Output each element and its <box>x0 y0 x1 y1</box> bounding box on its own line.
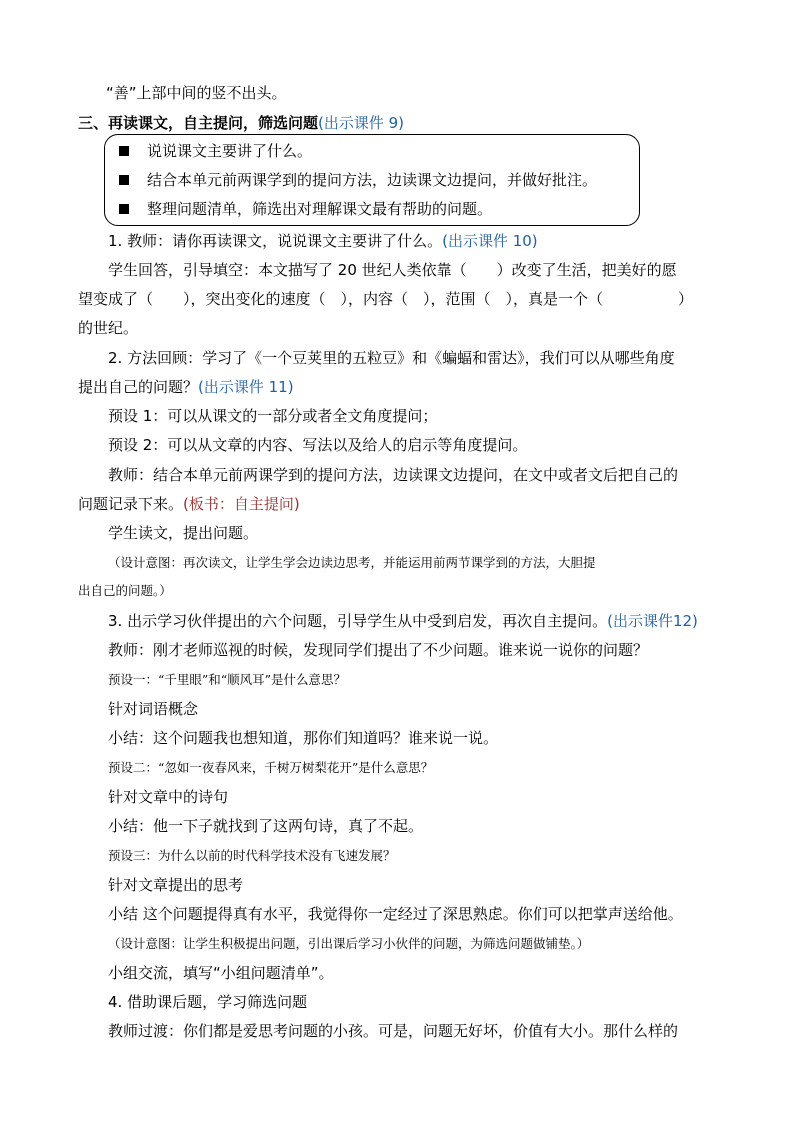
text-line: 教师：结合本单元前两课学到的提问方法，边读课文边提问，在文中或者文后把自己的 <box>108 466 679 484</box>
courseware-ref: (出示课件 9) <box>318 114 405 132</box>
text-line: 的世纪。 <box>78 319 139 337</box>
text-line <box>108 230 538 252</box>
task-box <box>104 134 640 226</box>
text-line <box>78 493 300 515</box>
design-note: （设计意图：让学生积极提出问题，引出课后学习小伙伴的问题，为筛选问题做铺垫。） <box>108 936 590 951</box>
courseware-ref: (出示课件 11) <box>198 378 294 396</box>
text-line: 小结 这个问题提得真有水平，我觉得你一定经过了深思熟虑。你们可以把掌声送给他。 <box>108 905 683 923</box>
text-line: 2. 方法回顾：学习了《一个豆荚里的五粒豆》和《蝙蝠和雷达》，我们可以从哪些角度 <box>108 349 675 367</box>
section-heading-text: 三、再读课文，自主提问，筛选问题 <box>78 114 319 132</box>
text-line: 4. 借助课后题，学习筛选问题 <box>108 993 308 1011</box>
courseware-ref: (出示课件12) <box>607 612 698 630</box>
design-note: 出自己的问题。） <box>78 583 172 598</box>
text-line: 小结：这个问题我也想知道，那你们知道吗？谁来说一说。 <box>108 729 499 747</box>
preset-line: 预设一：“千里眼”和“顺风耳”是什么意思？ <box>108 672 347 687</box>
step-text: 提出自己的问题？ <box>78 378 199 396</box>
text-line: 教师过渡：你们都是爱思考问题的小孩。可是，问题无好坏，价值有大小。那什么样的 <box>108 1022 679 1040</box>
step-text: 3. 出示学习伙伴提出的六个问题，引导学生从中受到启发，再次自主提问。 <box>108 612 608 630</box>
text-line: 教师：刚才老师巡视的时候，发现同学们提出了不少问题。谁来说一说你的问题？ <box>108 641 649 659</box>
text-line <box>108 610 698 632</box>
preset-line: 预设三：为什么以前的时代科学技术没有飞速发展？ <box>108 848 396 863</box>
text-line: “善”上部中间的竖不出头。 <box>106 84 287 102</box>
bullet-icon <box>119 175 129 185</box>
section-heading <box>78 112 404 134</box>
text-line <box>78 376 294 398</box>
text-line: 小结：他一下子就找到了这两句诗，真了不起。 <box>108 817 424 835</box>
text-line: 预设 1：可以从课文的一部分或者全文角度提问； <box>108 407 438 425</box>
design-note: （设计意图：再次读文，让学生学会边读边思考，并能运用前两节课学到的方法，大胆提 <box>108 555 596 570</box>
preset-line: 预设二：“忽如一夜春风来，千树万树梨花开”是什么意思？ <box>108 760 434 775</box>
text-line: 望变成了（ ），突出变化的速度（ ），内容（ ），范围（ ），真是一个（ ） <box>78 290 694 308</box>
task-item: 结合本单元前两课学到的提问方法，边读课文边提问，并做好批注。 <box>147 171 598 189</box>
blackboard-note: (板书：自主提问) <box>183 495 300 513</box>
bullet-icon <box>119 204 129 214</box>
text-line: 学生回答，引导填空：本文描写了 20 世纪人类依靠（ ）改变了生活，把美好的愿 <box>108 261 677 279</box>
task-item: 说说课文主要讲了什么。 <box>147 142 313 160</box>
text-line: 针对文章中的诗句 <box>108 788 229 806</box>
text-line: 针对文章提出的思考 <box>108 876 244 894</box>
text-line: 学生读文，提出问题。 <box>108 524 259 542</box>
task-item: 整理问题清单，筛选出对理解课文最有帮助的问题。 <box>147 200 493 218</box>
bullet-icon <box>119 146 129 156</box>
step-text: 问题记录下来。 <box>78 495 184 513</box>
courseware-ref: (出示课件 10) <box>442 232 538 250</box>
text-line: 预设 2：可以从文章的内容、写法以及给人的启示等角度提问。 <box>108 436 528 454</box>
step-text: 1. 教师：请你再读课文，说说课文主要讲了什么。 <box>108 232 443 250</box>
text-line: 针对词语概念 <box>108 700 199 718</box>
text-line: 小组交流，填写“小组问题清单”。 <box>108 964 334 982</box>
